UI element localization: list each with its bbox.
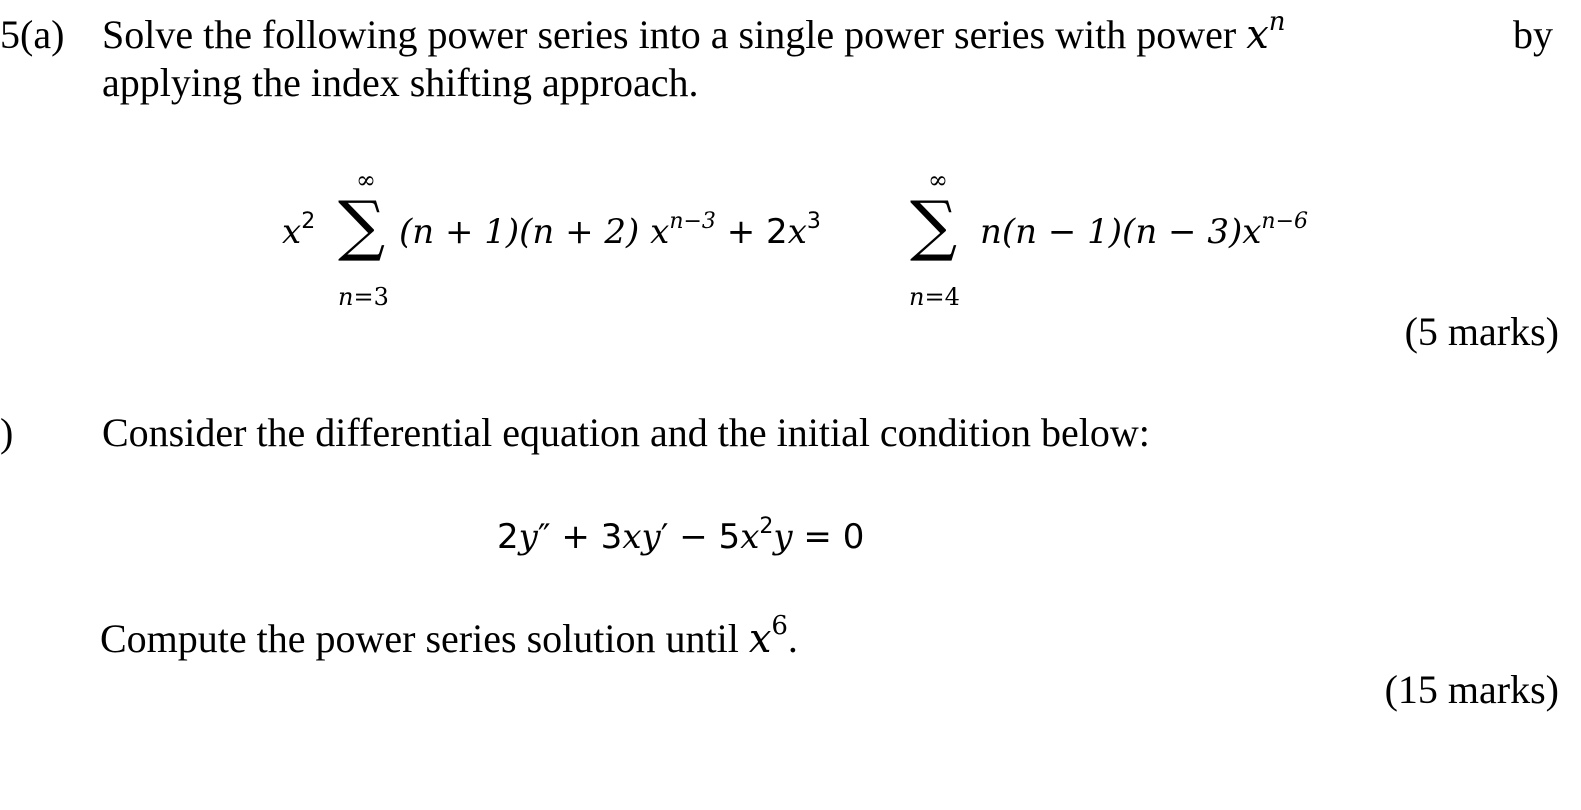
question-5b-number: ) (0, 410, 14, 455)
series-prefix: $x^2$ (282, 209, 316, 252)
sigma2-lower-limit: n=4 (909, 283, 960, 311)
exponent-n: n (1268, 7, 1286, 37)
question-5a-number: 5(a) (0, 12, 65, 57)
sigma1-upper-limit: ∞ (356, 166, 376, 194)
compute-exponent: 6 (771, 611, 788, 641)
sigma2-symbol: ∑ (910, 187, 958, 264)
question-5a-by: by (1513, 12, 1553, 57)
compute-var-x: x (748, 616, 772, 662)
compute-text: Compute the power series solution until (100, 616, 739, 661)
question-5b-compute (100, 611, 798, 662)
sigma1-symbol: ∑ (338, 187, 386, 264)
compute-period: . (787, 616, 798, 661)
series-term2: $n(n - 1)(n - 3)x^{n-6}$ (980, 209, 1309, 252)
question-5b-intro: Consider the differential equation and the initial condition below: (102, 410, 1150, 455)
sigma1-lower-limit: n=3 (338, 283, 389, 311)
ode-equation: $2y'' + 3xy' - 5x^2y = 0$ (497, 514, 865, 557)
sigma2-upper-limit: ∞ (928, 166, 948, 194)
question-5a-line1 (102, 7, 1286, 58)
question-5b-marks: (15 marks) (1384, 667, 1559, 712)
var-x: x (1246, 12, 1269, 58)
question-5a-text: Solve the following power series into a single power series with power (102, 12, 1237, 57)
question-5a-line2: applying the index shifting approach. (102, 60, 699, 105)
series-term1: (n + 1)(n + 2) $x^{n-3} + 2x^3$ (399, 209, 821, 252)
question-5a-marks: (5 marks) (1404, 309, 1559, 354)
